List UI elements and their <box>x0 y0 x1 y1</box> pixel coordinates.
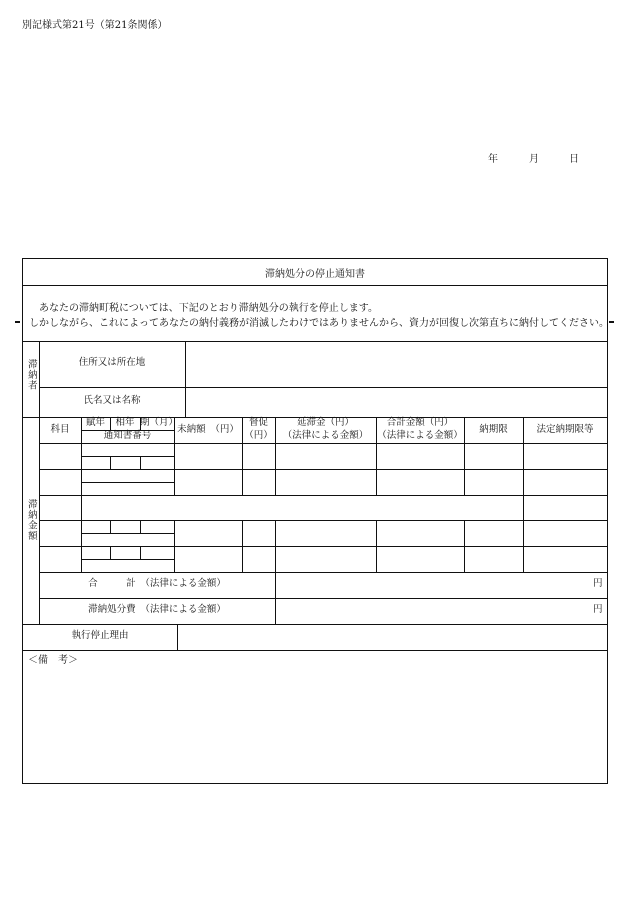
header-total-2: （法律による金額） <box>377 430 463 441</box>
rule <box>39 520 607 521</box>
form-reference: 別記様式第21号（第21条関係） <box>22 20 168 31</box>
rule <box>39 572 607 573</box>
rule <box>39 469 607 470</box>
header-late-1: 延滞金（円） <box>296 417 354 428</box>
rule <box>110 520 111 533</box>
rule <box>523 417 524 572</box>
rule <box>140 520 141 533</box>
rule <box>275 520 276 624</box>
notice-paragraph-1: あなたの滞納町税については、下記のとおり滞納処分の執行を停止します。 <box>39 303 378 314</box>
notice-paragraph-2: しかしながら、これによってあなたの納付義務が消滅したわけではありませんから、資力が回復し次第直ちに納付してください。 <box>29 318 609 329</box>
rule <box>376 520 377 572</box>
header-item: 科目 <box>50 424 70 435</box>
margin-tick-right <box>609 321 614 323</box>
rule <box>110 456 111 469</box>
header-late-2: （法律による金額） <box>282 430 369 441</box>
sum-label: 合 計 （法律による金額） <box>88 578 226 589</box>
fee-label: 滞納処分費 （法律による金額） <box>88 604 226 615</box>
header-unpaid: 未納額 （円） <box>177 424 239 435</box>
delinquent-section-label: 滞納者 <box>25 359 37 391</box>
header-legal-due-date: 法定納期限等 <box>536 424 594 435</box>
header-notice-number: 通知書番号 <box>103 430 152 441</box>
notice-title: 滞納処分の停止通知書 <box>23 259 607 286</box>
rule <box>39 387 607 388</box>
rule <box>140 456 141 469</box>
rule <box>81 456 174 457</box>
date-month-label: 月 <box>529 154 539 165</box>
rule <box>39 495 607 496</box>
date-day-label: 日 <box>569 154 579 165</box>
rule <box>81 533 174 534</box>
rule <box>185 341 186 417</box>
header-assessment-year: 相年 <box>115 417 135 428</box>
header-fiscal-year: 賦年 <box>85 417 105 428</box>
notice-form <box>22 258 608 784</box>
date-year-label: 年 <box>488 154 498 165</box>
rule <box>177 624 178 650</box>
reason-label: 執行停止理由 <box>71 630 129 641</box>
rule <box>39 546 607 547</box>
rule <box>23 624 607 625</box>
header-demand-1: 督促 <box>248 417 268 428</box>
sum-yen: 円 <box>593 578 603 589</box>
margin-tick-left <box>15 321 20 323</box>
rule <box>140 546 141 559</box>
rule <box>242 520 243 572</box>
header-due-date: 納期限 <box>479 424 508 435</box>
rule <box>81 482 174 483</box>
rule <box>81 559 174 560</box>
rule <box>464 520 465 572</box>
header-period: 期（月） <box>140 417 179 428</box>
rule <box>23 650 607 651</box>
header-demand-2: （円） <box>244 430 273 441</box>
rule <box>39 598 607 599</box>
rule <box>39 443 607 444</box>
rule <box>174 520 175 572</box>
header-total-1: 合計金額（円） <box>386 417 454 428</box>
remarks-label: ＜備 考＞ <box>28 655 78 666</box>
name-label: 氏名又は名称 <box>83 395 141 406</box>
amounts-section-label: 滞納金額 <box>25 499 37 541</box>
rule <box>23 341 607 342</box>
rule <box>110 546 111 559</box>
fee-yen: 円 <box>593 604 603 615</box>
address-label: 住所又は所在地 <box>78 357 146 368</box>
